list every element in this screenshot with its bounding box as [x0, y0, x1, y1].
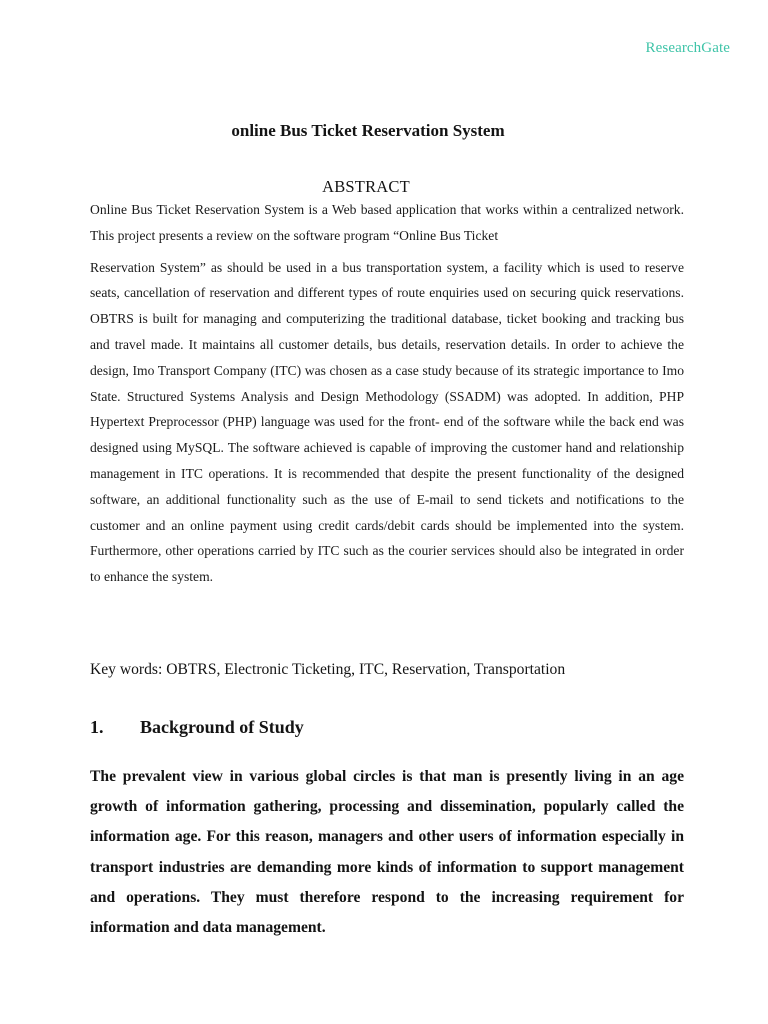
abstract-paragraph-1: Online Bus Ticket Reservation System is a Web based application that works within a centralized network. This project presents a review on the software program “Online Bus Ticket: [90, 202, 684, 243]
paper-title-text: online Bus Ticket Reservation System: [231, 121, 505, 140]
section-number: 1.: [90, 717, 104, 737]
section-heading: [90, 717, 690, 738]
researchgate-watermark[interactable]: ResearchGate: [645, 40, 730, 56]
abstract-heading-text: ABSTRACT: [322, 177, 410, 196]
keywords-line: Key words: OBTRS, Electronic Ticketing, ITC, Reservation, Transportation: [90, 661, 566, 678]
section-title: Background of Study: [140, 717, 304, 737]
paper-title: [0, 121, 768, 141]
abstract-heading: [0, 177, 768, 197]
background-paragraph: The prevalent view in various global circles is that man is presently living in an age growth of information gathering, processing and dissemination, popularly called the information age. For this reason, managers and other users of information especially in transport industries are demanding more kinds of information to support management and operations. They must therefore respond to the increasing requirement for information and data management.: [90, 768, 684, 937]
abstract-paragraph-2: Reservation System” as should be used in a bus transportation system, a facility which is used to reserve seats, cancellation of reservation and different types of route enquiries used on securing quick reservations. OBTRS is built for managing and computerizing the traditional database, ticket booking and tracking bus and travel made. It maintains all customer details, bus details, reservation details. In order to achieve the design, Imo Transport Company (ITC) was chosen as a case study because of its strategic importance to Imo State. Structured Systems Analysis and Design Methodology (SSADM) was adopted. In addition, PHP Hypertext Preprocessor (PHP) language was used for the front- end of the software while the back end was designed using MySQL. The software achieved is capable of improving the customer hand and relationship management in ITC operations. It is recommended that despite the present functionality of the designed software, an additional functionality such as the use of E-mail to send tickets and notifications to the customer and an online payment using credit cards/debit cards should be implemented into the system. Furthermore, other operations carried by ITC such as the courier services should also be integrated in order to enhance the system.: [90, 259, 684, 585]
abstract-body: [90, 197, 684, 590]
